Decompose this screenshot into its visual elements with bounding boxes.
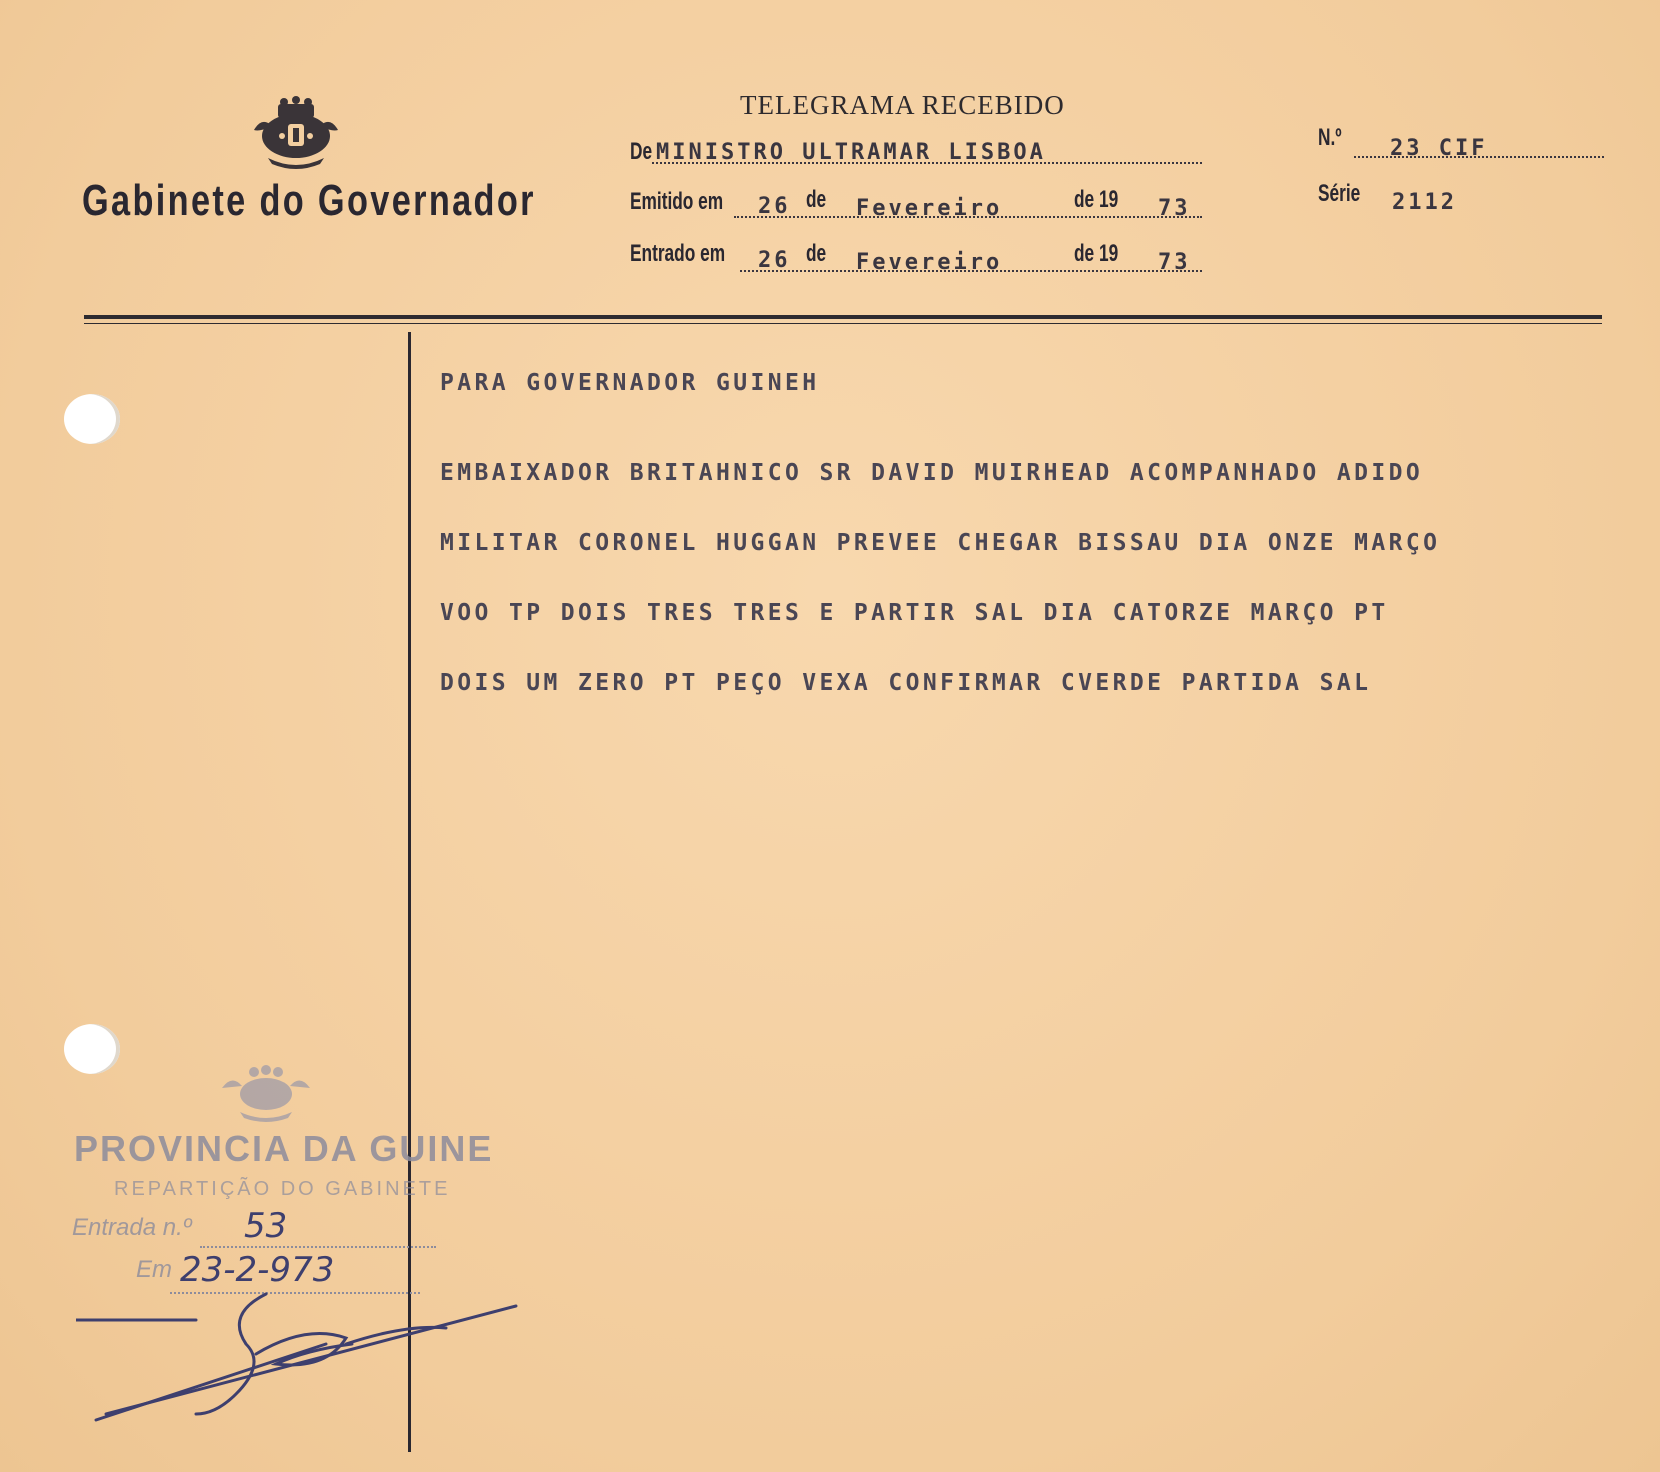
stamp-entry-dotted-line — [200, 1246, 436, 1248]
stamp-department: REPARTIÇÃO DO GABINETE — [114, 1178, 451, 1200]
punch-hole-bottom — [64, 1024, 120, 1074]
issued-month: Fevereiro — [856, 196, 1003, 221]
message-line-5: DOIS UM ZERO PT PEÇO VEXA CONFIRMAR CVERDE PARTIDA SAL — [440, 670, 1372, 696]
from-value: MINISTRO ULTRAMAR LISBOA — [656, 140, 1046, 165]
from-dotted-line — [652, 162, 1202, 164]
entered-day: 26 — [758, 248, 791, 273]
message-line-4: VOO TP DOIS TRES TRES E PARTIR SAL DIA CATORZE MARÇO PT — [440, 600, 1389, 626]
entered-de-label: de — [806, 240, 827, 267]
message-line-1: PARA GOVERNADOR GUINEH — [440, 370, 820, 396]
entered-label: Entrado em — [630, 240, 726, 267]
office-name: Gabinete do Governador — [82, 176, 536, 225]
handwritten-signature — [76, 1284, 526, 1434]
document-title: TELEGRAMA RECEBIDO — [740, 90, 1065, 120]
entered-year: 73 — [1158, 250, 1191, 275]
entered-month: Fevereiro — [856, 250, 1003, 275]
issued-day: 26 — [758, 194, 791, 219]
entered-century-label: de 19 — [1074, 240, 1119, 267]
series-label: Série — [1318, 180, 1361, 207]
stamp-province: PROVINCIA DA GUINE — [74, 1128, 494, 1169]
issued-de-label: de — [806, 186, 827, 213]
issued-year: 73 — [1158, 196, 1191, 221]
message-line-3: MILITAR CORONEL HUGGAN PREVEE CHEGAR BISSAU DIA ONZE MARÇO — [440, 530, 1441, 556]
stamp-crest-icon — [214, 1062, 318, 1122]
punch-hole-top — [64, 394, 120, 444]
number-value: 23 CIF — [1390, 136, 1488, 161]
series-value: 2112 — [1392, 190, 1457, 215]
coat-of-arms-icon — [248, 96, 344, 170]
stamp-entry-number: 53 — [244, 1206, 288, 1246]
issued-dotted-line — [734, 216, 1202, 218]
issued-century-label: de 19 — [1074, 186, 1119, 213]
entered-dotted-line — [740, 270, 1202, 272]
stamp-date-label: Em — [136, 1256, 172, 1283]
message-line-2: EMBAIXADOR BRITAHNICO SR DAVID MUIRHEAD ACOMPANHADO ADIDO — [440, 460, 1424, 486]
stamp-date-value: 23-2-973 — [180, 1250, 335, 1290]
stamp-entry-label: Entrada n.º — [72, 1214, 192, 1241]
number-dotted-line — [1354, 156, 1604, 158]
header-divider-thin — [84, 323, 1602, 324]
from-label: De — [630, 138, 653, 165]
issued-label: Emitido em — [630, 188, 724, 215]
number-label: N.º — [1318, 124, 1342, 151]
header-divider-thick — [84, 315, 1602, 319]
